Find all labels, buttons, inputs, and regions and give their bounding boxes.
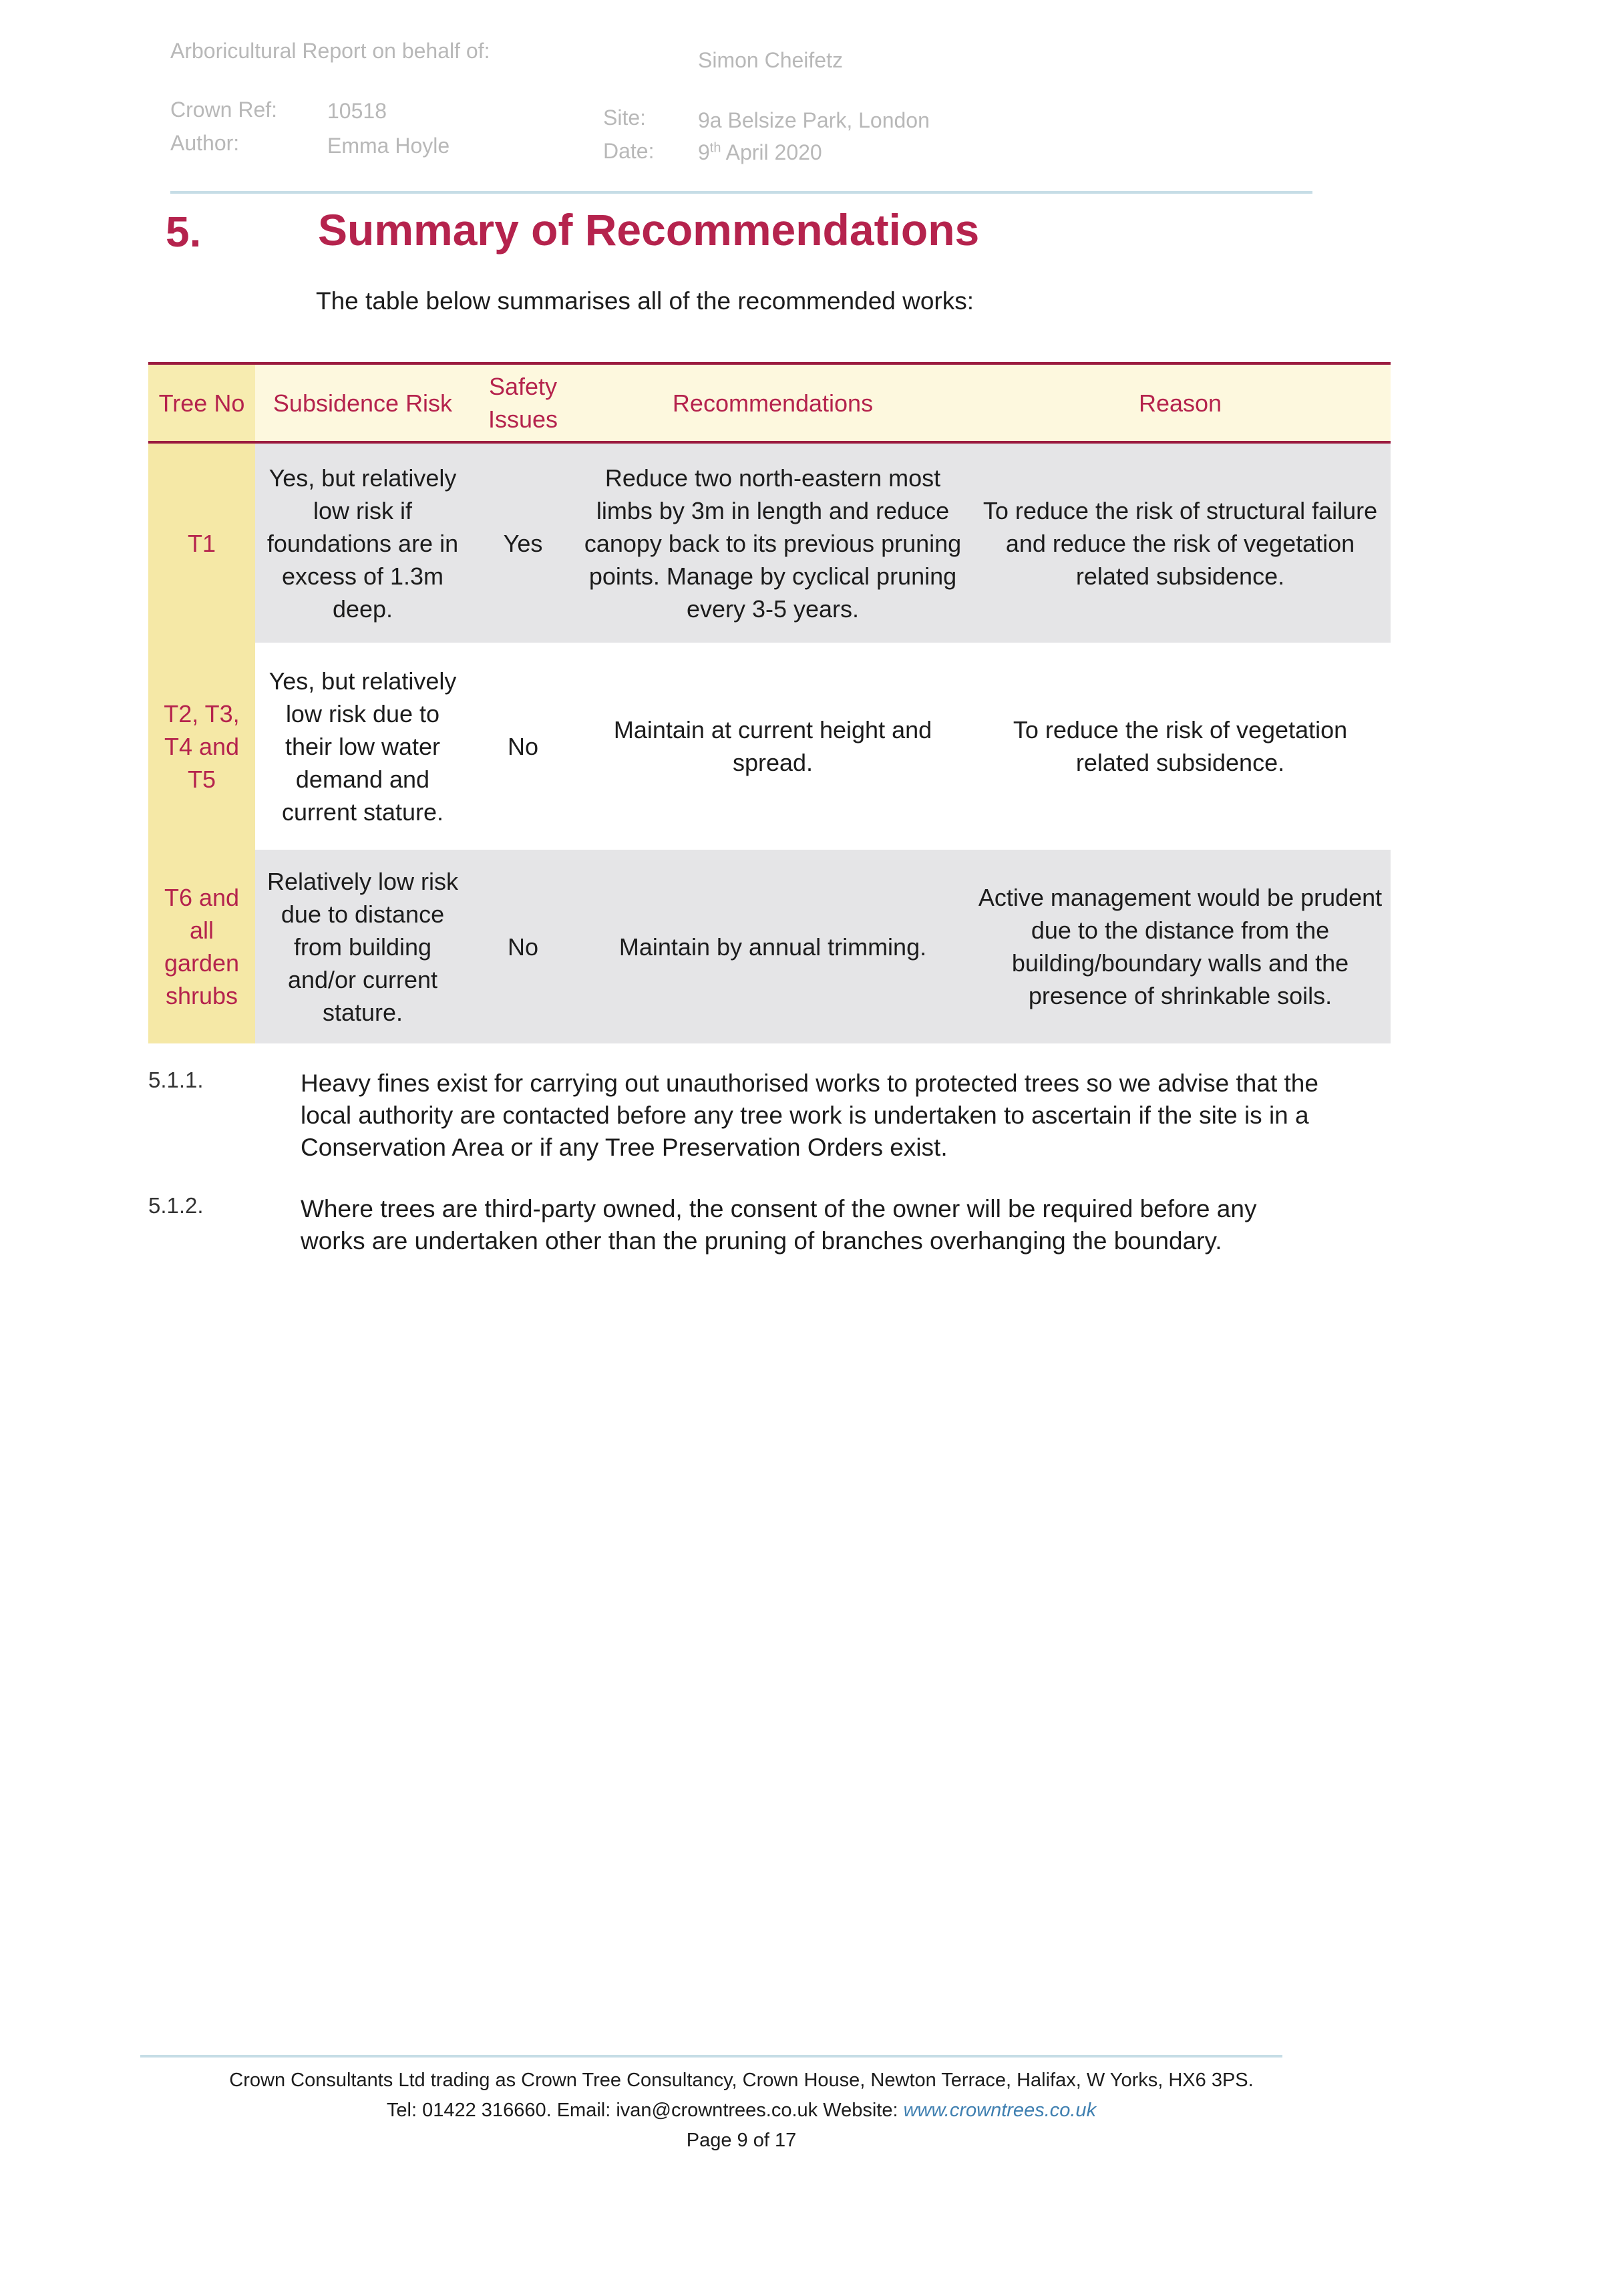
- cell-reason: To reduce the risk of structural failure and reduce the risk of vegetation related subsidence.: [970, 442, 1391, 643]
- header-reason: Reason: [970, 363, 1391, 442]
- paragraph-text: Heavy fines exist for carrying out unauthorised works to protected trees so we advise that the local authority are contacted before any tree work is undertaken to ascertain if the site is in a Conservation Area or if any Tree Preservation Orders exist.: [301, 1070, 1318, 1161]
- cell-risk: Yes, but relatively low risk due to their low water demand and current stature.: [255, 643, 470, 850]
- cell-reason: To reduce the risk of vegetation related subsidence.: [970, 643, 1391, 850]
- cell-reason: Active management would be prudent due to the distance from the building/boundary walls and the presence of shrinkable soils.: [970, 850, 1391, 1043]
- footer-contact: Tel: 01422 316660. Email: ivan@crowntrees.co.uk Website: www.crowntrees.co.uk: [386, 2100, 1097, 2121]
- cell-safety: Yes: [470, 442, 576, 643]
- header-safety-issues: Safety Issues: [470, 363, 576, 442]
- website-link[interactable]: www.crowntrees.co.uk: [903, 2100, 1097, 2121]
- footer: [107, 2066, 1376, 2156]
- paragraph-number: 5.1.1.: [148, 1068, 204, 1092]
- date-value: 9th April 2020: [698, 140, 822, 164]
- site-value: 9a Belsize Park, London: [698, 108, 930, 132]
- cell-risk: Yes, but relatively low risk if foundations are in excess of 1.3m deep.: [255, 442, 470, 643]
- section-number: 5.: [166, 208, 202, 256]
- cell-tree: T6 and all garden shrubs: [148, 850, 255, 1043]
- recommendations-table: [148, 362, 1391, 1043]
- footer-divider: [140, 2055, 1282, 2058]
- header-tree-no: Tree No: [148, 363, 255, 442]
- client-name: Simon Cheifetz: [698, 48, 843, 72]
- author-value: Emma Hoyle: [327, 134, 450, 158]
- header-recommendations: Recommendations: [576, 363, 970, 442]
- footer-address: Crown Consultants Ltd trading as Crown Tree Consultancy, Crown House, Newton Terrace, Halifax, W Yorks, HX6 3PS.: [229, 2070, 1254, 2091]
- table-row: [148, 850, 1391, 1043]
- paragraph-number: 5.1.2.: [148, 1193, 204, 1218]
- table-header-row: [148, 363, 1391, 442]
- cell-safety: No: [470, 643, 576, 850]
- date-label: Date:: [603, 139, 655, 163]
- report-label: Arboricultural Report on behalf of:: [170, 39, 490, 63]
- author-label: Author:: [170, 131, 240, 155]
- section-title: Summary of Recommendations: [318, 205, 980, 255]
- section-intro: The table below summarises all of the recommended works:: [316, 287, 974, 315]
- crown-ref-label: Crown Ref:: [170, 98, 278, 122]
- cell-recommendations: Maintain by annual trimming.: [576, 850, 970, 1043]
- cell-tree: T2, T3, T4 and T5: [148, 643, 255, 850]
- cell-recommendations: Maintain at current height and spread.: [576, 643, 970, 850]
- crown-ref-value: 10518: [327, 99, 387, 123]
- cell-safety: No: [470, 850, 576, 1043]
- table-row: [148, 442, 1391, 643]
- header-subsidence-risk: Subsidence Risk: [255, 363, 470, 442]
- table-row: [148, 643, 1391, 850]
- site-label: Site:: [603, 106, 647, 130]
- cell-risk: Relatively low risk due to distance from building and/or current stature.: [255, 850, 470, 1043]
- header-divider: [170, 191, 1312, 194]
- paragraph-text: Where trees are third-party owned, the consent of the owner will be required before any works are undertaken other than the pruning of branches overhanging the boundary.: [301, 1195, 1257, 1255]
- cell-tree: T1: [148, 442, 255, 643]
- page-number: Page 9 of 17: [686, 2130, 797, 2151]
- cell-recommendations: Reduce two north-eastern most limbs by 3m in length and reduce canopy back to its previous pruning points. Manage by cyclical pruning every 3-5 years.: [576, 442, 970, 643]
